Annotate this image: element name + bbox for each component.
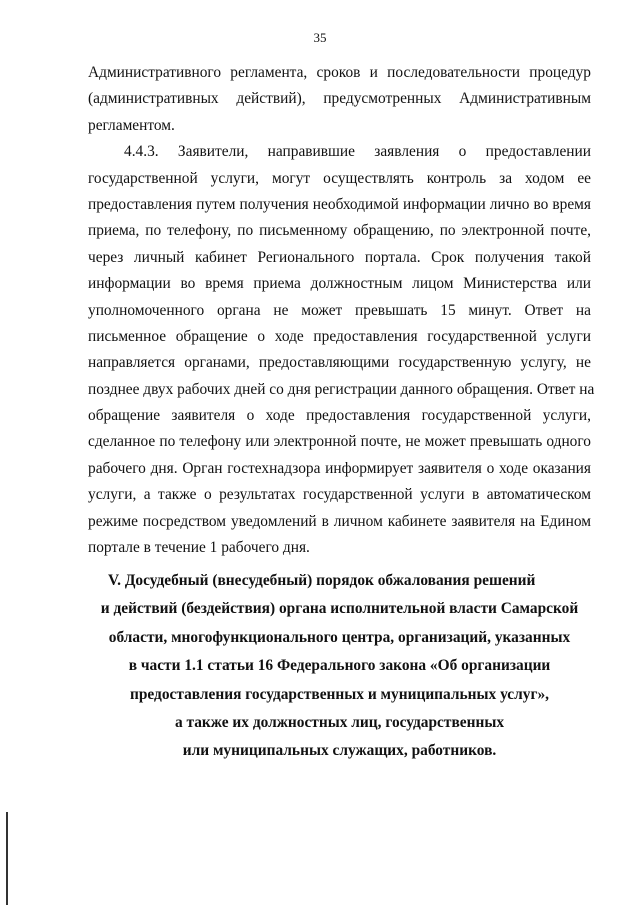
text-line: уполномоченного органа не может превышать 15 минут. Ответ на xyxy=(88,301,591,319)
heading-line: в части 1.1 статьи 16 Федерального закона «Об организации xyxy=(128,657,551,675)
scan-margin-line xyxy=(6,812,8,905)
text-line: портале в течение 1 рабочего дня. xyxy=(88,539,310,557)
text-line: регламентом. xyxy=(88,116,175,134)
text-line: приема, по телефону, по письменному обращению, по электронной почте, xyxy=(88,222,591,240)
heading-line: предоставления государственных и муниципальных услуг», xyxy=(130,685,549,703)
text-line: рабочего дня. Орган гостехнадзора информирует заявителя о ходе оказания xyxy=(88,459,591,477)
page-number: 35 xyxy=(313,30,327,45)
text-line: 4.4.3. Заявители, направившие заявления о предоставлении xyxy=(124,143,591,161)
section-heading xyxy=(88,567,591,766)
text-line: информации во время приема должностным лицом Министерства или xyxy=(88,275,591,293)
text-line: (административных действий), предусмотренных Административным xyxy=(88,90,591,108)
text-line: услуги, а также о результатах государственной услуги в автоматическом xyxy=(88,486,591,504)
text-line: позднее двух рабочих дней со дня регистрации данного обращения. Ответ на xyxy=(88,380,595,398)
heading-line: V. Досудебный (внесудебный) порядок обжалования решений xyxy=(108,572,536,589)
text-line: режиме посредством уведомлений в личном кабинете заявителя на Едином xyxy=(88,512,591,530)
text-line: через личный кабинет Регионального портала. Срок получения такой xyxy=(88,248,591,266)
text-line: направляется органами, предоставляющими государственную услугу, не xyxy=(88,354,591,372)
heading-line: и действий (бездействия) органа исполнительной власти Самарской xyxy=(100,600,579,618)
text-line: предоставления путем получения необходимой информации лично во время xyxy=(88,195,591,213)
text-line: обращение заявителя о ходе предоставления государственной услуги, xyxy=(88,407,591,425)
heading-line: а также их должностных лиц, государственных xyxy=(174,714,505,732)
heading-line: области, многофункционального центра, организаций, указанных xyxy=(108,628,571,646)
body-text xyxy=(88,60,595,561)
text-line: письменное обращение о ходе предоставления государственной услуги xyxy=(88,327,591,345)
text-line: сделанное по телефону или электронной почте, не может превышать одного xyxy=(88,433,591,451)
text-line: Административного регламента, сроков и последовательности процедур xyxy=(88,64,591,81)
heading-line: или муниципальных служащих, работников. xyxy=(182,742,497,760)
text-line: государственной услуги, могут осуществлять контроль за ходом ее xyxy=(88,169,591,187)
